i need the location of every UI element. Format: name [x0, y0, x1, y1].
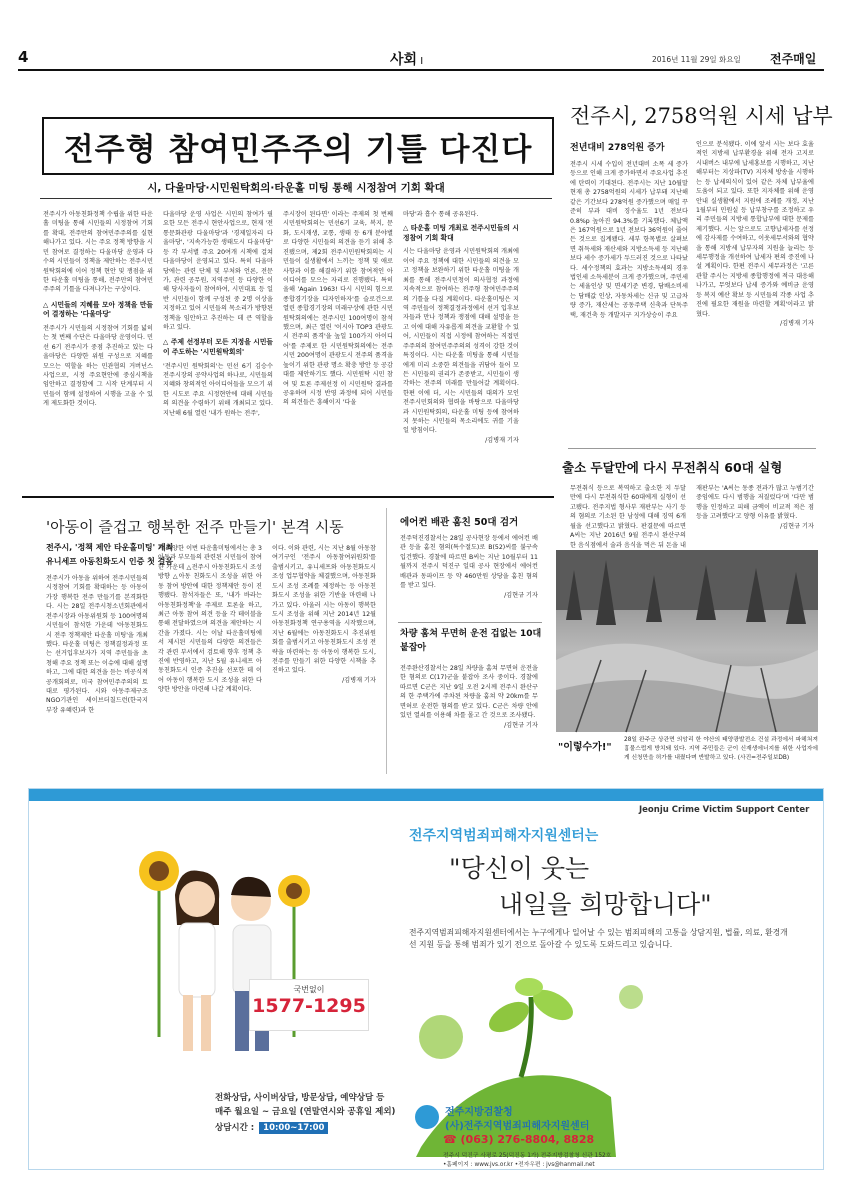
story4-headline: '아동이 즐겁고 행복한 전주 만들기' 본격 시동 [46, 518, 344, 536]
story2-col-2 [696, 140, 814, 440]
story2-col1-text: 전주시 시세 수입이 전년대비 소폭 세 증가 등으로 인해 크게 증가하면서 주요사업 추진에 탄력이 기대된다. 전주시는 지난 10월말 현재 총 2758억원의 시세가 납부돼 지난해 같은 기간보다 278억원 증가했으며 매일 꾸준히 부과 대비 징수율도 1년 전보다 0.8%p 높아진 94.3%를 기록했다. 체납액은 167억원으로 1년 전보다 36억원이 줄어든 것으로 집계됐다. 세부 항목별로 살펴보면 취득세와 재산세와 지방소득세 등 지난해보다 세수 증가세가 두드러진 것으로 나타났다. 세수정책의 효과는 지방소득세의 경우 법인세 소득세분이 크게 증가했으며, 주민세는 세율인상 및 면세기준 변경, 담배소비세는 담배값 인상, 자동차세는 신규 및 고급차량 증가, 재산세는 공동주택 신축과 단독주택, 재건축 등 개발지구 지가상승이 주요 [570, 161, 688, 319]
children-illustration [119, 837, 319, 1087]
children-svg [119, 837, 319, 1087]
main-col1b-text: 전주시가 시민들의 시정참여 기회를 넓히는 첫 번째 수단은 다울마당 운영이다. 민선 6기 전주시가 중점 추진하고 있는 다울마당은 다양한 위원 구성으로 지혜를 모으는 역할을 하는 민관협의 거버넌스 사업으로, 시정 주요현안에 중심시책을 임안하고 결정함에 그 시작 단계부터 시민들이 함께 설정하여 시행을 고을 수 있게 제도화한 것이다. [43, 324, 153, 408]
forest-photo [556, 550, 818, 732]
main-story-headline: 전주형 참여민주주의 기틀 다진다 [63, 131, 533, 168]
section-name: 사회 [390, 52, 418, 68]
story3-headline: 출소 두달만에 다시 무전취식 60대 실형 [562, 460, 783, 475]
ad-hours: 매주 월요일 ~ 금요일 (연말연시와 공휴일 제외) [215, 1107, 396, 1117]
ad-title: 전주지역범죄피해자지원센터는 [409, 828, 599, 844]
ad-org-en: Jeonju Crime Victim Support Center [639, 805, 810, 815]
main-col2-text: 다울마당 운영 사업은 시민의 참여가 필요한 모든 전주시 현안사업으로, 현재 '전통문화관광 다울마당'과 '경제일자리 다울마당', '지속가능한 생태도시 다울마당' 등 각 부서별 주요 20여개 시책에 걸쳐 다울마당이 운영되고 있다. 특히 다울마당에는 관련 단체 및 부처와 언론, 전문가, 관련 공무원, 지역주민 등 다양한 이해 당사자들이 참여하여, 시민대표 등 일반 시민들이 함께 구성된 중 2명 이상을 지정하고 있어 시민들의 목소리가 방향된 정책을 임안하고 추진하는 데 큰 역할을 하고 있다. [163, 211, 273, 332]
story6-col-1 [400, 664, 538, 768]
newspaper-brand: 전주매일 [770, 52, 817, 66]
story5-bottom-rule [398, 622, 542, 623]
photo-caption-title: "이렇수가!" [558, 742, 612, 753]
ad-org-1: 전주지방검찰청 [445, 1107, 513, 1118]
main-story-subhead: 시, 다울마당·시민원탁회의·타운홀 미팅 통해 시정참여 기회 확대 [147, 182, 445, 194]
story2-col2-text: 인으로 분석됐다. 이에 앞서 시는 보다 효율적인 지방세 납부환경을 위해 전자 고지로 시내버스 내부에 납세홍보를 시행하고, 지난해부터는 지상파(TV) 지자체 방송을 시행하는 등 납세의식이 있어 같은 자체 납부율에 도움이 되고 있다. 또한 지자체를 위해 운영 안내 실생활에서 지원에 조례를 개정, 지난 1월부터 민원실 등 납부창구를 조정하고 우리 주민들의 지방세 통합납부에 대한 문제를 제기했다. 시는 앞으로도 고향납세자를 선정에 감사제를 수여하고, 이웃세무서와의 협약을 통해 지방세 납부자의 지원을 늘리는 등 세무행정을 개선하여 납세자 편의 증진에 나설 계획이다. 한편 전주시 세무과정은 '고른 관할 주시는 지방세 종합행정에 적극 대응해 나가고, 무엇보다 납세 증가와 예비금 운영 등 복지 예산 확보 등 시민들의 각종 사업 추진에 필요한 재원을 마련할 계획'이라고 밝혔다. [696, 141, 814, 318]
ad-slogan-line2: 내일을 희망합니다" [499, 890, 712, 919]
ad-address: 전주시 덕진구 사평로 25(덕진동 1가) 전주지방검찰청 신관 152호 [443, 1153, 612, 1159]
story4-col-2 [158, 544, 262, 770]
main-col1-subhead: △ 시민들의 지혜를 모아 정책을 만들어 결정하는 '다울마당' [43, 300, 153, 319]
story6-headline-text: 차량 훔쳐 무면허 운전 겁없는 10대 붙잡아 [400, 629, 542, 653]
story4-subhead-2: 유니세프 아동친화도시 인증 첫 걸음 [46, 557, 174, 566]
emblem-icon [415, 1105, 439, 1129]
ad-hours-time: 10:00~17:00 [259, 1122, 328, 1134]
header-rule [18, 69, 824, 71]
main-story-headline-box [42, 117, 554, 175]
page-number: 4 [18, 48, 29, 66]
main-col3-text: 주시장이 된다면' 이라는 주제의 첫 번째 시민원탁회의는 민선6기 교육, 복지, 문화, 도시재생, 교통, 생태 등 6개 분야별로 다양한 시민들의 의견을 듣기 위해 추진됐으며, 제2회 전주시민원탁회의는 시민들이 실생활에서 느끼는 정책 및 애로사항과 이를 해결하기 위한 참여적인 아이디어를 모으는 자리로 진행됐다. 특히 올해 'Again 1963! 다시 시민의 힘으로 종합경기장을 디자인하자'를 슬로건으로 열린 종합경기장의 미래구상에 관한 시민원탁회의에는 전주시민 100여명이 참석했으며, 최근 열린 '이시아 TOP3 관광도시 전주의 품격'을 높일 100가지 아이디어'를 주제로 한 시민원탁회의에는 전주시민 200여명이 관광도시 전주의 품격을 높이기 위한 관광 명소 확충 방안 등 공감대를 제안하기도 했다. 시민원탁 시민 참여 및 토론 주제선정 이 시민원탁 결과를 공유하며 시정 반영 과정에 되어 시민들의 의견들은 흥해이지 '다울 [283, 211, 393, 407]
section-title: 사회 I [390, 52, 424, 68]
ad-slogan-line1: "당신이 웃는 [449, 854, 590, 883]
photo-scene [556, 550, 818, 732]
story6-col1-text: 전주완산경찰서는 28일 차량을 훔쳐 무면허 운전을 한 혐의로 C(17)군을 붙잡아 조사 중이다. 경찰에 따르면 C군은 지난 9일 오전 2시께 전주시 완산구의 한 주택가에 주차된 차량을 훔쳐 약 20km를 무면허로 운전한 혐의를 받고 있다. C군은 차량 안에 있던 열쇠를 이용해 차를 몰고 간 것으로 조사됐다. [400, 665, 538, 720]
story2-subhead: 전년대비 278억원 증가 [570, 143, 665, 153]
main-story-col-2 [163, 210, 273, 490]
tollfree-number: 1577-1295 [252, 995, 366, 1017]
photo-caption-text: 28일 완주군 상관면 의암리 한 야산의 태양광발전소 건설 과정에서 파헤쳐져 흉물스럽게 방치돼 있다. 지역 주민들은 군이 신재생에너지를 위한 사업자에게 신청만을 허가를 내줬다며 반발하고 있다. [624, 737, 818, 761]
story5-col-1 [400, 534, 538, 618]
story6-headline [400, 628, 544, 656]
ad-top-bar [29, 789, 823, 801]
story3-col1-text: 무전취식 등으로 복역하고 출소한 지 두달만에 다시 무전취식한 60대에게 실형이 선고됐다. 전주지법 형사부 재판부는 사기 등의 혐의로 기소된 한 남성에 대해 징역 6개월을 선고했다고 밝혔다. 판결문에 따르면 A씨는 지난 2016년 9월 전주시 완산구의 한 음식점에서 술과 음식을 먹은 뒤 돈을 내 [570, 485, 686, 549]
story4-col2-text: 께 다양한 이번 타운홀미팅에서는 총 3 아동과 부모들의 관련된 시민들이 참여한 가운데 △전주시 아동친화도시 조성 방향 △아동 친화도시 조성을 위한 아동 참여 방안에 대한 정책제안 등이 진행됐다. 참석자들은 또, '내가 바라는 아동친화정책'을 주제로 토론을 하고, 최근 아동 참여 의견 등을 각 테이블을 통해 전달하였으며 의견을 제안하는 시간을 가졌다. 시는 이날 타운홀미팅에서 제시된 시민들의 다양한 의견들은 각 관련 부서에서 검토해 향후 정책 추진에 반영하고, 지난 5월 유니세프 아동친화도시 인증 추진을 선포한 데 이어 아동이 행복한 도시 조성을 위한 다양한 방안을 마련해 나갈 계획이다. [158, 545, 262, 694]
story4-col-3 [272, 544, 376, 770]
main-col4-text: 마당'과 흡수 통해 공유된다. [403, 211, 479, 218]
ad-org-2: (사)전주지역범죄피해자지원센터 [445, 1121, 590, 1132]
story5-col1-text: 전주덕진경찰서는 28일 공사현장 등에서 에어컨 배관 등을 훔친 혐의(특수절도)로 B(52)씨를 불구속 입건했다. 경찰에 따르면 B씨는 지난 10월부터 11월까지 전주시 덕진구 일대 공사 현장에서 에어컨 배관과 동파이프 등 약 460만원 상당을 훔친 혐의를 받고 있다. [400, 535, 538, 590]
main-bottom-rule [22, 496, 554, 498]
story2-byline: /김병재 기자 [780, 320, 814, 328]
story2-bottom-rule [568, 448, 816, 449]
child-girl [175, 871, 219, 1052]
main-story-rule [40, 198, 552, 199]
story4-col1-text: 전주시가 아동을 위하여 전주시민들의 시정참여 기회를 확대하는 등 아동이 가장 행복한 전주 만들기를 본격화한다. 시는 28일 전주시청소년회관에서 전주시장과 아동위원회 등 100여명의 시민들이 참석한 가운데 '아동친화도시 전주 정책제안 타운홀 미팅'을 개최했다. 타운홀 미팅은 정책결정과정 또는 선거입후보자가 지역 주민들을 초청해 주요 정책 또는 이슈에 대해 설명하고, 그에 대한 의견을 듣는 비공식적 공개회의로, 미국 참여민주주의의 토대로 평가된다. 시와 아동주제구조 NGO기관인 세이브더칠드런(한국지부장 유혜련)과 한 [46, 575, 148, 714]
story4-divider [386, 508, 387, 774]
main-col4b-byline: /김병재 기자 [485, 436, 519, 444]
photo-credit: (사진=전주일보DB) [737, 754, 790, 761]
story5-byline: /김현규 기자 [504, 591, 538, 599]
sunflower-left [139, 851, 179, 1037]
story4-col-1 [46, 574, 148, 770]
ad-phone: ☎ (063) 276-8804, 8828 [443, 1133, 595, 1146]
issue-date: 2016년 11월 29일 화요일 [652, 55, 741, 64]
ad-services: 전화상담, 사이버상담, 방문상담, 예약상담 등 [215, 1093, 385, 1103]
tollfree-box [249, 979, 369, 1031]
story2-col-1 [570, 160, 688, 440]
main-col4b-text: 시는 다울마당 운영과 시민원탁회의 개최에 이어 주요 정책에 대한 시민들의 의견을 모고 정책을 보완하기 위한 타운홀 미팅을 개최를 통해 전주시민청이 의사협정 과정에 지속적으로 참여하는 전주형 참여민주주의의 기틀을 다질 계획이다. 타운홀미팅은 지역 주민들이 정책결정과정에서 선거 입후보자들과 만나 정책과 쟁점에 대해 설명을 듣고 이에 대해 자유롭게 의견을 교환할 수 있어, 시민들이 직접 시정에 참여하는 직접민주주의의 참여민주주의의 성격이 강한 것이 특징이다. 시는 타운홀 미팅을 통해 시민들에게 미리 소중한 의견들을 귀담아 들어 모든 시민들의 권리가 존중받고, 시민들이 생각하는 전주의 미래를 만들어갈 계획이다. 한편 이에 더, 시는 시민들의 대의가 모인 전주시민회의와 협력을 바탕으로 다울마당과 시민원탁회의, 타운홀 미팅 등에 참여하지 못하는 시민들의 목소리에도 귀를 기울일 방침이다. [403, 248, 519, 435]
story6-byline: /김현규 기자 [504, 721, 538, 729]
advertisement [28, 788, 824, 1170]
story3-byline: /김현규 기자 [780, 522, 814, 530]
story4-subhead-1: 전주시, '정책 제안 타운홀미팅' 개최 [46, 543, 174, 552]
story4-col3-text: 이다. 이와 관련, 시는 지난 8월 아동참여기구인 '전주시 아동참여위원회'를 출범시키고, 유니세프와 아동친화도시 조성 업무협약을 체결했으며, 아동친화도시 조성 조례를 제정하는 등 아동친화도시 조성을 위한 기반을 마련해 나가고 있다. 아울러 시는 아동이 행복한 도시 조성을 위해 지난 2014년 12월 아동친화정책 연구용역을 시작했으며, 지난 6월에는 아동친화도시 추진위원회를 출범시키고 아동친화도시 조성 전략을 마련하는 등 아동이 행복한 도시, 전주를 만들기 위한 다양한 시책을 추진하고 있다. [272, 545, 376, 675]
main-col1-text: 전주시가 아동친화정책 수립을 위한 타운홀 미팅을 통해 시민들의 시정참여 기회를 확대, 전주만의 참여민주주의를 실현해나가고 있다. 시는 주요 정책 방향을 시민 참여로 결정하는 다울마당 운영과 다수의 시민들이 정책을 제안하는 전주시민원탁회의에 이어 정책 현안 및 쟁점을 위한 타운홀 미팅을 통해, 전주만의 참여민주주의 기틀을 다져나가는 구상이다. [43, 211, 153, 294]
ad-web: •홈페이지 : www.jvs.or.kr •전자우편 : jvs@hanmail.net [443, 1162, 595, 1168]
story3-col2-text: 재판부는 'A씨는 동종 전과가 많고 누범기간 중임에도 다시 범행을 저질렀다'며 '다만 범행을 인정하고 피해 금액이 비교적 적은 점 등을 고려했다'고 양형 이유를 밝혔다. [696, 485, 814, 521]
ad-hours-label: 상담시간 : [215, 1123, 255, 1133]
ad-description: 전주지역범죄피해자지원센터에서는 누구에게나 일어날 수 있는 범죄피해의 고통을 상담지원, 법률, 의료, 환경개선 지원 등을 통해 범죄가 있기 전으로 돌아갈 수 있도록 도와드리고 있습니다. [409, 928, 788, 950]
main-col2-subhead: △ 주제 선정부터 모든 지정을 시민들이 주도하는 '시민원탁회의' [163, 338, 273, 356]
photo-caption [624, 736, 818, 766]
main-col2b-text: '전주시민 원탁회의'는 민선 6기 김승수 전주시장의 공약사업의 하나로, 시민들의 지혜와 창의적인 아이디어들을 모으기 위한 시도로 주요 시정현안에 대해 시민들의 의견을 수렴하기 위해 개최되고 있다. 지난해 6월 열린 '내가 원하는 전주', [163, 362, 273, 417]
main-story-col-1 [43, 210, 153, 490]
tollfree-label: 국번없이 [293, 985, 325, 994]
story3-col-1 [570, 484, 686, 549]
main-story-col-4 [403, 210, 519, 490]
main-story-col-3 [283, 210, 393, 490]
story4-byline: /김병재 기자 [342, 676, 376, 684]
story3-col-2 [696, 484, 814, 544]
story2-headline: 전주시, 2758억원 시세 납부 [570, 104, 833, 128]
main-col4-subhead: △ 타운홀 미팅 개최로 전주시민들의 시정참여 기회 확대 [403, 224, 519, 242]
story5-headline: 에어컨 배관 훔친 50대 검거 [400, 517, 519, 528]
ad-hours-line [215, 1121, 328, 1133]
